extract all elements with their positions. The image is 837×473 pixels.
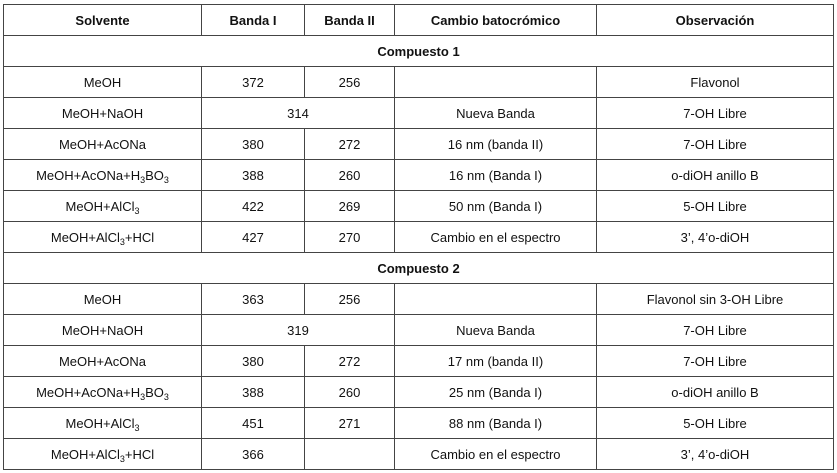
- solvent-cell: [4, 98, 202, 129]
- solvent-text: MeOH+AcONa: [58, 353, 147, 369]
- shift-cell: 50 nm (Banda I): [395, 191, 597, 222]
- solvent-cell: [4, 160, 202, 191]
- solvent-text: MeOH: [83, 291, 122, 307]
- solvent-text: +HCl: [124, 229, 155, 245]
- observation-cell: 7-OH Libre: [597, 346, 834, 377]
- solvent-cell: [4, 191, 202, 222]
- group-title: Compuesto 1: [4, 36, 834, 67]
- solvent-text: MeOH+AcONa+H: [36, 167, 141, 183]
- shift-cell: [395, 284, 597, 315]
- observation-cell: o-diOH anillo B: [597, 160, 834, 191]
- band-1-cell: 422: [202, 191, 305, 222]
- table-row: [4, 346, 834, 377]
- table-row: [4, 98, 834, 129]
- solvent-subscript: 3: [163, 174, 169, 185]
- solvent-text: MeOH: [83, 74, 122, 90]
- table-row: [4, 315, 834, 346]
- observation-cell: 7-OH Libre: [597, 129, 834, 160]
- solvent-text: MeOH+AlCl: [65, 415, 135, 431]
- group-title: Compuesto 2: [4, 253, 834, 284]
- solvent-subscript: 3: [134, 422, 140, 433]
- band-1-cell: 388: [202, 160, 305, 191]
- band-2-cell: 260: [305, 160, 395, 191]
- shift-cell: 88 nm (Banda I): [395, 408, 597, 439]
- solvent-text: MeOH+NaOH: [61, 105, 144, 121]
- solvent-cell: [4, 284, 202, 315]
- solvent-subscript: 3: [134, 205, 140, 216]
- band-2-cell: [305, 439, 395, 470]
- table-row: [4, 191, 834, 222]
- table-row: [4, 67, 834, 98]
- shift-cell: Nueva Banda: [395, 98, 597, 129]
- solvent-cell: [4, 222, 202, 253]
- solvent-subscript: 3: [163, 391, 169, 402]
- observation-cell: 7-OH Libre: [597, 98, 834, 129]
- solvent-cell: [4, 67, 202, 98]
- band-2-cell: 256: [305, 67, 395, 98]
- observation-cell: 3’, 4’o-diOH: [597, 222, 834, 253]
- table-row: [4, 377, 834, 408]
- observation-cell: 3’, 4’o-diOH: [597, 439, 834, 470]
- shift-cell: Nueva Banda: [395, 315, 597, 346]
- observation-cell: 7-OH Libre: [597, 315, 834, 346]
- header-solvent: Solvente: [4, 5, 202, 36]
- band-2-cell: 271: [305, 408, 395, 439]
- solvent-cell: [4, 377, 202, 408]
- solvent-cell: [4, 129, 202, 160]
- solvent-text: MeOH+NaOH: [61, 322, 144, 338]
- solvent-text: +HCl: [124, 446, 155, 462]
- band-1-cell: 427: [202, 222, 305, 253]
- band-2-cell: 272: [305, 129, 395, 160]
- solvent-subscript: 3: [140, 391, 146, 402]
- header-band-1: Banda I: [202, 5, 305, 36]
- band-2-cell: 272: [305, 346, 395, 377]
- observation-cell: 5-OH Libre: [597, 408, 834, 439]
- band-1-cell: 363: [202, 284, 305, 315]
- table-row: [4, 408, 834, 439]
- solvent-text: MeOH+AlCl: [50, 446, 120, 462]
- solvent-subscript: 3: [119, 453, 125, 464]
- band-1-cell: 380: [202, 129, 305, 160]
- shift-cell: 16 nm (banda II): [395, 129, 597, 160]
- band-2-cell: 260: [305, 377, 395, 408]
- observation-cell: o-diOH anillo B: [597, 377, 834, 408]
- band-merged-cell: 314: [202, 98, 395, 129]
- band-1-cell: 380: [202, 346, 305, 377]
- uv-shift-table: [3, 4, 834, 470]
- band-merged-cell: 319: [202, 315, 395, 346]
- observation-cell: Flavonol sin 3-OH Libre: [597, 284, 834, 315]
- header-row: [4, 5, 834, 36]
- band-2-cell: 270: [305, 222, 395, 253]
- shift-cell: Cambio en el espectro: [395, 222, 597, 253]
- table-body: [4, 36, 834, 470]
- shift-cell: [395, 67, 597, 98]
- band-2-cell: 256: [305, 284, 395, 315]
- solvent-text: BO: [145, 384, 164, 400]
- band-1-cell: 372: [202, 67, 305, 98]
- solvent-text: MeOH+AlCl: [65, 198, 135, 214]
- solvent-cell: [4, 408, 202, 439]
- band-2-cell: 269: [305, 191, 395, 222]
- solvent-cell: [4, 439, 202, 470]
- solvent-text: MeOH+AlCl: [50, 229, 120, 245]
- band-1-cell: 388: [202, 377, 305, 408]
- shift-cell: Cambio en el espectro: [395, 439, 597, 470]
- table-row: [4, 439, 834, 470]
- shift-cell: 25 nm (Banda I): [395, 377, 597, 408]
- table-row: [4, 222, 834, 253]
- table-row: [4, 129, 834, 160]
- shift-cell: 17 nm (banda II): [395, 346, 597, 377]
- header-bathochromic-shift: Cambio batocrómico: [395, 5, 597, 36]
- solvent-subscript: 3: [140, 174, 146, 185]
- band-1-cell: 451: [202, 408, 305, 439]
- header-band-2: Banda II: [305, 5, 395, 36]
- solvent-text: BO: [145, 167, 164, 183]
- band-1-cell: 366: [202, 439, 305, 470]
- group-row: [4, 253, 834, 284]
- observation-cell: 5-OH Libre: [597, 191, 834, 222]
- solvent-text: MeOH+AcONa: [58, 136, 147, 152]
- solvent-subscript: 3: [119, 236, 125, 247]
- solvent-cell: [4, 346, 202, 377]
- observation-cell: Flavonol: [597, 67, 834, 98]
- header-observation: Observación: [597, 5, 834, 36]
- table-row: [4, 160, 834, 191]
- shift-cell: 16 nm (Banda I): [395, 160, 597, 191]
- group-row: [4, 36, 834, 67]
- solvent-text: MeOH+AcONa+H: [36, 384, 141, 400]
- solvent-cell: [4, 315, 202, 346]
- table-row: [4, 284, 834, 315]
